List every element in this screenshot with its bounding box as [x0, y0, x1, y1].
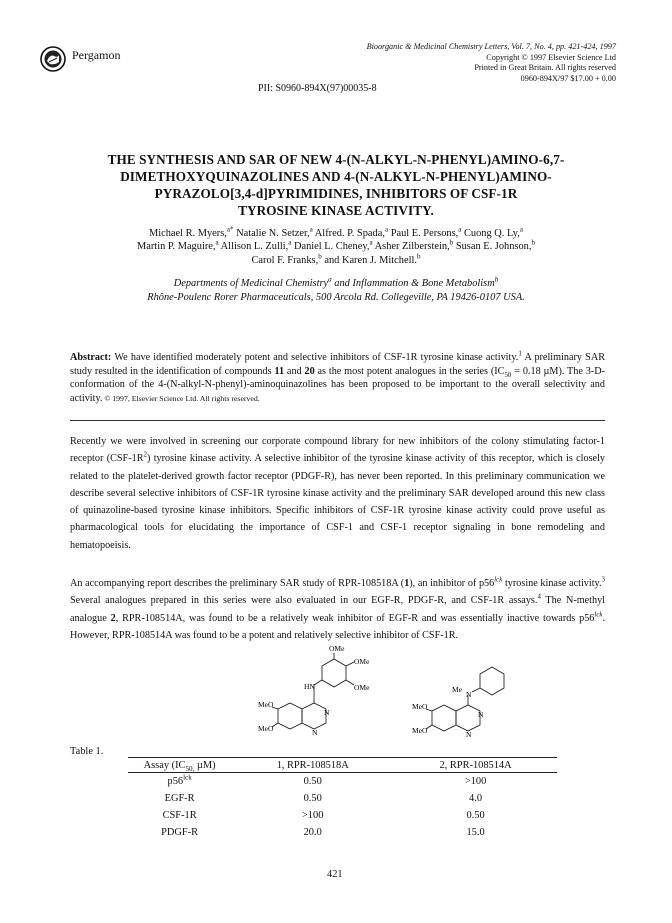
title-line: PYRAZOLO[3,4-d]PYRIMIDINES, INHIBITORS OF CSF-1R [154, 186, 518, 201]
header-text: Assay (IC [143, 760, 186, 771]
paragraph-text: ), an inhibitor of p56 [409, 578, 495, 589]
affiliation-mark: b [494, 275, 499, 284]
author-mark: a [215, 238, 219, 247]
journal-price: 0960-894X/97 $17.00 + 0.00 [520, 73, 616, 83]
cell-assay [128, 790, 231, 807]
structure-bonds [426, 667, 504, 731]
table-caption: Table 1. [70, 746, 104, 757]
affiliation-departments [70, 277, 602, 291]
author-name: Susan E. Johnson, [455, 241, 532, 253]
results-table [128, 757, 557, 841]
cell-assay [128, 773, 231, 791]
assay-name: CSF-1R [162, 810, 197, 821]
pergamon-logo-icon [40, 46, 66, 72]
structure-label: OMe [329, 644, 345, 653]
ref-mark: 4 [537, 593, 541, 601]
cell-value-2: >100 [464, 776, 487, 787]
assay-sup: lck [183, 773, 192, 782]
affiliation-address: Rhône-Poulenc Rorer Pharmaceuticals, 500 Arcola Rd. Collegeville, PA 19426-0107 USA. [147, 291, 525, 303]
structure-label: MeO [412, 726, 428, 735]
paragraph-text: The N-methyl analogue [70, 595, 606, 624]
table-header-row [128, 758, 557, 773]
affiliation-text: and Inflammation & Bone Metabolism [331, 278, 495, 289]
author-mark: a [288, 238, 292, 247]
author-mark: a [369, 238, 373, 247]
superscript-lck: lck [594, 611, 603, 619]
structure-label: N [466, 730, 472, 739]
author-name: Martin P. Maguire, [137, 241, 216, 253]
journal-copyright: Copyright © 1997 Elsevier Science Ltd [486, 52, 616, 62]
cell-value-2: 15.0 [466, 827, 485, 838]
structure-label: N [312, 728, 318, 737]
cell-value-1: >100 [301, 810, 324, 821]
abstract-text: and [284, 365, 305, 377]
body-paragraph [70, 433, 605, 554]
structure-compound-1 [258, 644, 382, 757]
author-mark: a [309, 225, 313, 234]
author-name: Cuong Q. Ly, [463, 228, 520, 239]
author-mark: b [449, 238, 454, 247]
compound-ref: 11 [274, 365, 285, 377]
abstract-copyright: © 1997, Elsevier Science Ltd. All rights reserved. [102, 393, 260, 403]
header-compound-1: 1, RPR-108518A [231, 758, 394, 773]
cell-value-1: 0.50 [303, 793, 322, 804]
author-list [90, 227, 582, 267]
structure-label: N [466, 690, 472, 699]
table-row [128, 824, 557, 841]
body-paragraph [70, 575, 605, 644]
structure-label: OMe [354, 657, 370, 666]
author-mark: a [458, 225, 462, 234]
author-name: Alfred. P. Spada, [314, 228, 385, 239]
structure-label: OMe [354, 683, 370, 692]
cell-value-1: 20.0 [303, 827, 322, 838]
ref-mark: 2 [143, 451, 147, 459]
assay-name: PDGF-R [161, 827, 199, 838]
paragraph-text: , RPR-108514A, was found to be a relatively weak inhibitor of EGF-R and was essentially inactive towards p56 [115, 612, 595, 624]
author-name: Allison L. Zulli, [220, 241, 289, 253]
structure-label: MeO [412, 702, 428, 711]
title-line: TYROSINE KINASE ACTIVITY. [238, 203, 434, 218]
header-text: µM) [194, 760, 216, 771]
section-divider [70, 420, 605, 421]
paragraph-text: . However, RPR-108514A was found to be a potent and relatively selective inhibitor of CSF-1R. [70, 612, 606, 641]
compound-ref: 20 [304, 365, 315, 377]
article-title [60, 151, 612, 219]
structure-label: MeO [258, 700, 274, 709]
table-row [128, 790, 557, 807]
paragraph-text: An accompanying report describes the preliminary SAR study of RPR-108518A ( [70, 578, 405, 589]
affiliation-mark: a [328, 275, 332, 284]
author-name: Paul E. Persons, [390, 228, 459, 239]
abstract-text: We have identified moderately potent and selective inhibitors of CSF-1R tyrosine kinase activity. [111, 352, 519, 363]
abstract-text: = 0.18 µM). The 3-D-conformation of the 4-(N-alkyl-N-phenyl)-aminoquinazolines has been proposed to be important to the overall selectivity and activity. [70, 365, 605, 404]
structure-label: N [324, 708, 330, 717]
structure-label: N [478, 710, 484, 719]
author-mark: a [384, 225, 389, 234]
cell-value-1: 0.50 [303, 776, 322, 787]
structure-bonds [272, 653, 354, 729]
author-mark: a [519, 225, 524, 234]
author-name: Natalie N. Setzer, [236, 228, 310, 239]
author-name: Michael R. Myers, [148, 228, 227, 239]
abstract-text: A preliminary SAR study resulted in the identification of compounds [70, 352, 606, 377]
subscript: 50 [504, 371, 512, 379]
compound-ref: 2 [110, 612, 116, 624]
paragraph-text: ) tyrosine kinase activity. A selective inhibitor of the tyrosine kinase activity of this receptor, which is closely related to the platelet-derived growth factor receptor (PDGF-R), has never been reported. In this preliminary communication we describe several selective inhibitors of CSF-1R tyrosine kinase activity and the preliminary SAR developed around this new class of quinazoline-based tyrosine kinase inhibitors. Specific inhibitors of CSF-1R tyrosine kinase activity could prove useful as pharmacological tools for elucidating the importance of CSF-1 and CSF-1 receptor signaling in bone remodeling and hematopoeisis. [70, 453, 605, 551]
assay-name: EGF-R [164, 793, 195, 804]
author-name: Asher Zilberstein, [374, 241, 450, 253]
abstract-text: as the most potent analogues in the series (IC [314, 365, 505, 377]
structure-label: Me [452, 685, 462, 694]
ref-mark: 3 [601, 576, 605, 584]
ref-mark: 1 [518, 350, 522, 358]
author-mark: b [531, 238, 535, 247]
abstract [70, 351, 605, 405]
header-assay [128, 758, 231, 773]
author-mark: b [318, 252, 322, 261]
author-mark: a* [226, 225, 234, 234]
pii-identifier: PII: S0960-894X(97)00035-8 [258, 83, 377, 94]
compound-ref: 1 [404, 578, 410, 589]
publisher-name: Pergamon [72, 48, 121, 62]
structure-compound-2 [408, 665, 528, 757]
paragraph-text: tyrosine kinase activity. [502, 578, 602, 589]
affiliation-text: Departments of Medicinal Chemistry [173, 278, 329, 289]
author-mark: b [416, 252, 421, 261]
cell-assay [128, 807, 231, 824]
superscript-lck: lck [494, 576, 503, 584]
title-line: THE SYNTHESIS AND SAR OF NEW 4-(N-ALKYL-N-PHENYL)AMINO-6,7- [107, 152, 565, 167]
journal-printed: Printed in Great Britain. All rights reserved [474, 63, 616, 73]
table-row [128, 773, 557, 791]
assay-name: p56 [167, 776, 184, 787]
title-line: DIMETHOXYQUINAZOLINES AND 4-(N-ALKYL-N-PHENYL)AMINO- [120, 169, 552, 184]
author-name: and Karen J. Mitchell. [324, 254, 417, 266]
header-sub: 50, [185, 765, 195, 774]
author-name: Daniel L. Cheney, [293, 241, 370, 253]
paragraph-text: Several analogues prepared in this series were also evaluated in our EGF-R, PDGF-R, and CSF-1R assays. [70, 595, 538, 607]
header-compound-2: 2, RPR-108514A [394, 758, 557, 773]
abstract-label: Abstract: [70, 352, 112, 363]
cell-value-2: 4.0 [469, 793, 483, 804]
affiliation [70, 277, 602, 304]
cell-assay [128, 824, 231, 841]
journal-citation: Bioorganic & Medicinal Chemistry Letters, Vol. 7, No. 4, pp. 421-424, 1997 [366, 42, 616, 51]
paragraph-text: Recently we were involved in screening our corporate compound library for new inhibitors of the colony stimulating factor-1 receptor (CSF-1R [70, 436, 605, 465]
table-row [128, 807, 557, 824]
structure-label: MeO [258, 724, 274, 733]
cell-value-2: 0.50 [466, 810, 485, 821]
structure-label: HN [304, 682, 315, 691]
author-name: Carol F. Franks, [251, 254, 319, 266]
page-number: 421 [327, 869, 343, 880]
journal-info [286, 42, 616, 84]
